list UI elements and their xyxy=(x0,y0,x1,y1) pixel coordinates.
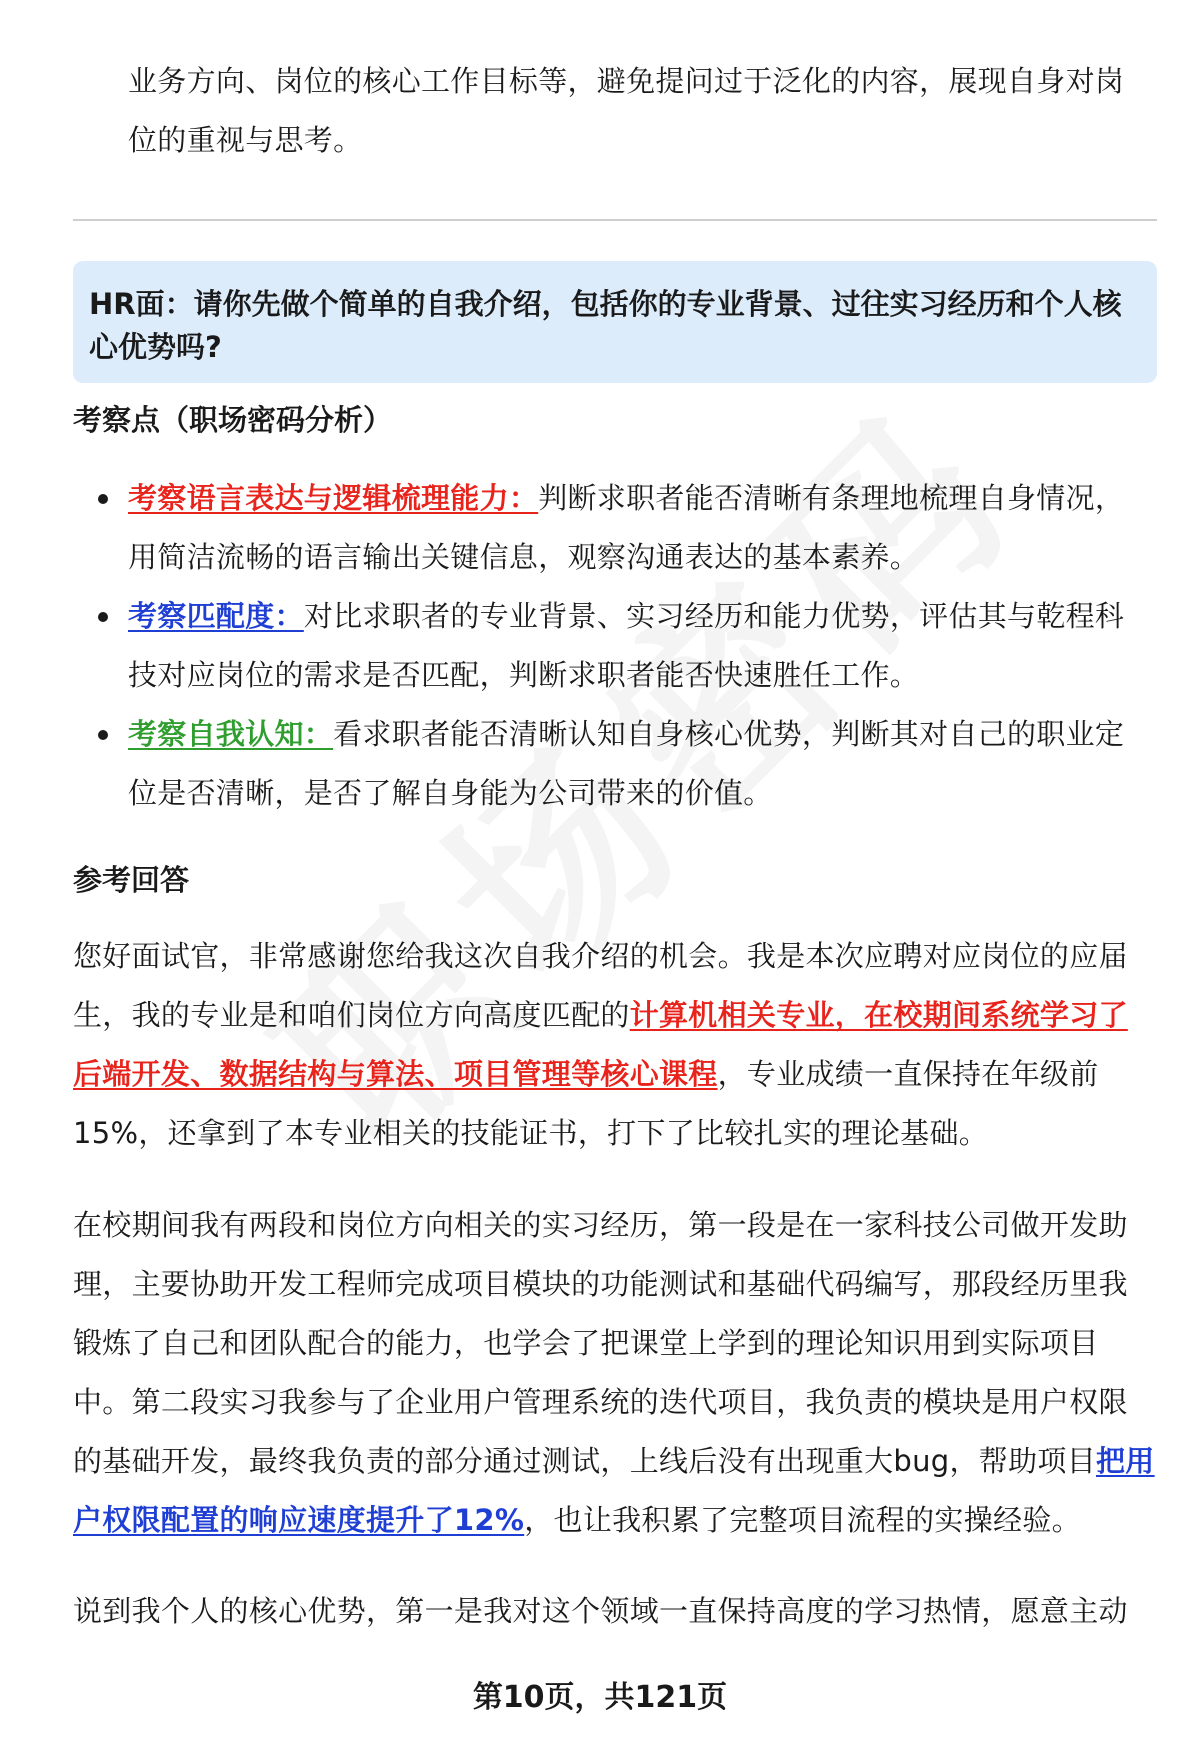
answer-p1-text: 您好面试官，非常感谢您给我这次自我介绍的机会。我是本次应聘对应岗位的应届生，我的专业是和咱们岗位方向高度匹配的 xyxy=(73,939,1128,1032)
kaocha-point xyxy=(128,705,1148,823)
kaocha-point-label: 考察自我认知： xyxy=(128,717,334,751)
kaocha-heading: 考察点（职场密码分析） xyxy=(73,403,393,437)
intro-paragraph: 业务方向、岗位的核心工作目标等，避免提问过于泛化的内容，展现自身对岗位的重视与思考。 xyxy=(128,64,1125,157)
kaocha-point-text: 看求职者能否清晰认知自身核心优势，判断其对自己的职业定位是否清晰，是否了解自身能为公司带来的价值。 xyxy=(128,717,1125,810)
answer-p1-text-end: ，专业成绩一直保持在年级前15%，还拿到了本专业相关的技能证书，打下了比较扎实的理论基础。 xyxy=(73,1057,1099,1150)
answer-p1-highlight: 计算机相关专业，在校期间系统学习了后端开发、数据结构与算法、项目管理等核心课程 xyxy=(73,998,1128,1091)
answer-paragraph-3: 说到我个人的核心优势，第一是我对这个领域一直保持高度的学习热情，愿意主动 xyxy=(73,1594,1128,1628)
answer-p2-text-end: ，也让我积累了完整项目流程的实操经验。 xyxy=(524,1503,1081,1537)
kaocha-point-label: 考察匹配度： xyxy=(128,599,304,633)
answer-paragraph-2 xyxy=(73,1196,1157,1550)
question-box xyxy=(73,261,1157,383)
page-number: 第10页，共121页 xyxy=(472,1680,728,1715)
kaocha-point-label: 考察语言表达与逻辑梳理能力： xyxy=(128,481,539,515)
kaocha-points-list xyxy=(128,469,1148,823)
question-text: HR面：请你先做个简单的自我介绍，包括你的专业背景、过往实习经历和个人核心优势吗? xyxy=(89,287,1122,364)
answer-paragraph-1 xyxy=(73,927,1157,1163)
section-divider xyxy=(73,219,1157,221)
answer-p2-text: 在校期间我有两段和岗位方向相关的实习经历，第一段是在一家科技公司做开发助理，主要协助开发工程师完成项目模块的功能测试和基础代码编写，那段经历里我锻炼了自己和团队配合的能力，也学会了把课堂上学到的理论知识用到实际项目中。第二段实习我参与了企业用户管理系统的迭代项目，我负责的模块是用户权限的基础开发，最终我负责的部分通过测试，上线后没有出现重大bug，帮助项目 xyxy=(73,1208,1128,1478)
kaocha-point xyxy=(128,587,1148,705)
answer-heading: 参考回答 xyxy=(73,863,190,897)
kaocha-point-text: 判断求职者能否清晰有条理地梳理自身情况，用简洁流畅的语言输出关键信息，观察沟通表达的基本素养。 xyxy=(128,481,1125,574)
kaocha-point xyxy=(128,469,1148,587)
kaocha-point-text: 对比求职者的专业背景、实习经历和能力优势，评估其与乾程科技对应岗位的需求是否匹配，判断求职者能否快速胜任工作。 xyxy=(128,599,1125,692)
answer-p2-highlight: 把用户权限配置的响应速度提升了12% xyxy=(73,1444,1155,1537)
